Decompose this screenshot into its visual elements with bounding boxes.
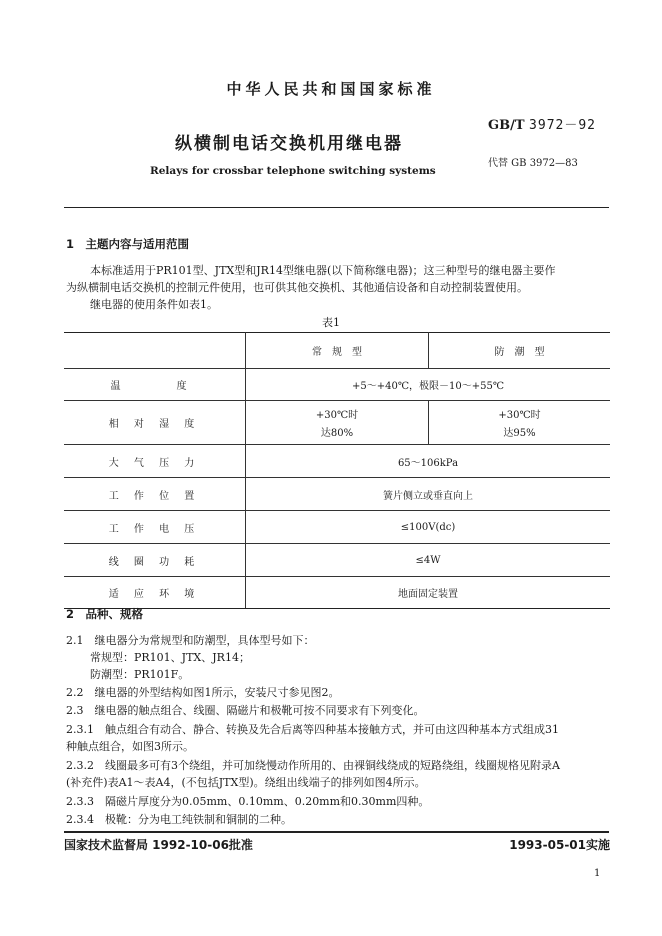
document-title-en: Relays for crossbar telephone switching systems — [150, 165, 436, 177]
section1-para1-line1: 本标准适用于PR101型、JTX型和JR14型继电器(以下简称继电器)；这三种型号的继电器主要作 — [90, 264, 556, 277]
standard-code — [488, 114, 596, 133]
standard-code-prefix: GB/T — [488, 118, 525, 133]
row-label-temperature: 温 度 — [64, 369, 246, 401]
table-header-row — [64, 333, 610, 369]
section1-para1-line2: 为纵横制电话交换机的控制元件使用，也可供其他交换机、其他通信设备和自动控制装置使用。 — [66, 281, 528, 294]
table-row — [64, 577, 610, 609]
row-value-environment: 地面固定装置 — [246, 577, 611, 609]
row-value-coil-power: ≤4W — [246, 544, 611, 577]
standard-name: 中华人民共和国国家标准 — [226, 80, 436, 98]
humidity-normal-value: 达80% — [320, 428, 354, 439]
clause-2-3-1-line1: 2.3.1 触点组合有动合、静合、转换及先合后离等四种基本接触方式，并可由这四种基本方式组成31 — [66, 723, 559, 736]
clause-2-1-normal: 常规型：PR101、JTX、JR14； — [90, 651, 250, 664]
col-header-damp: 防 潮 型 — [429, 333, 611, 369]
table-row — [64, 478, 610, 511]
table-row — [64, 445, 610, 478]
section1-heading: 1 主题内容与适用范围 — [66, 237, 190, 251]
row-label-environment: 适 应 环 境 — [64, 577, 246, 609]
header-divider — [64, 207, 609, 208]
section1-para2: 继电器的使用条件如表1。 — [90, 298, 218, 311]
implementation-date: 1993-05-01实施 — [509, 838, 610, 852]
row-value-humidity-damp — [429, 401, 611, 445]
row-label-coil-power: 线 圈 功 耗 — [64, 544, 246, 577]
row-value-humidity-normal — [246, 401, 429, 445]
replaces-note: 代替 GB 3972—83 — [488, 158, 578, 169]
clause-2-3-1-line2: 种触点组合，如图3所示。 — [66, 740, 194, 753]
clause-2-3-2-line1: 2.3.2 线圈最多可有3个绕组，并可加绕慢动作所用的、由裸铜线绕成的短路绕组，线圈规格见附录A — [66, 759, 560, 772]
approval-date: 国家技术监督局 1992-10-06批准 — [64, 838, 253, 852]
table-row — [64, 511, 610, 544]
row-label-position: 工 作 位 置 — [64, 478, 246, 511]
row-label-pressure: 大 气 压 力 — [64, 445, 246, 478]
clause-2-3: 2.3 继电器的触点组合、线圈、隔磁片和极靴可按不同要求有下列变化。 — [66, 704, 425, 717]
page-number: 1 — [594, 868, 601, 879]
clause-2-2: 2.2 继电器的外型结构如图1所示，安装尺寸参见图2。 — [66, 686, 340, 699]
table1-caption: 表1 — [322, 316, 340, 329]
row-value-voltage: ≤100V(dc) — [246, 511, 611, 544]
footer-divider — [64, 831, 609, 833]
humidity-damp-temp: +30℃时 — [498, 410, 541, 421]
humidity-normal-temp: +30℃时 — [315, 410, 359, 421]
table-row — [64, 544, 610, 577]
row-value-temperature: +5～+40℃，极限－10～+55℃ — [246, 369, 611, 401]
standard-code-number: 3972－92 — [529, 118, 597, 133]
row-value-position: 簧片侧立或垂直向上 — [246, 478, 611, 511]
conditions-table — [64, 332, 610, 609]
table-corner-cell — [64, 333, 246, 369]
col-header-normal: 常 规 型 — [246, 333, 429, 369]
table-row — [64, 369, 610, 401]
row-label-humidity: 相 对 湿 度 — [64, 401, 246, 445]
clause-2-3-3: 2.3.3 隔磁片厚度分为0.05mm、0.10mm、0.20mm和0.30mm四种。 — [66, 795, 430, 808]
row-value-pressure: 65～106kPa — [246, 445, 611, 478]
row-label-voltage: 工 作 电 压 — [64, 511, 246, 544]
clause-2-3-2-line2: (补充件)表A1～表A4，(不包括JTX型)。绕组出线端子的排列如图4所示。 — [66, 776, 426, 789]
clause-2-3-4: 2.3.4 极靴：分为电工纯铁制和铜制的二种。 — [66, 813, 292, 826]
clause-2-1-damp: 防潮型：PR101F。 — [90, 668, 190, 681]
humidity-damp-value: 达95% — [503, 428, 536, 439]
document-title-zh: 纵横制电话交换机用继电器 — [175, 134, 403, 154]
table-row — [64, 401, 610, 445]
clause-2-1: 2.1 继电器分为常规型和防潮型，具体型号如下： — [66, 634, 315, 647]
section2-heading: 2 品种、规格 — [66, 607, 144, 621]
